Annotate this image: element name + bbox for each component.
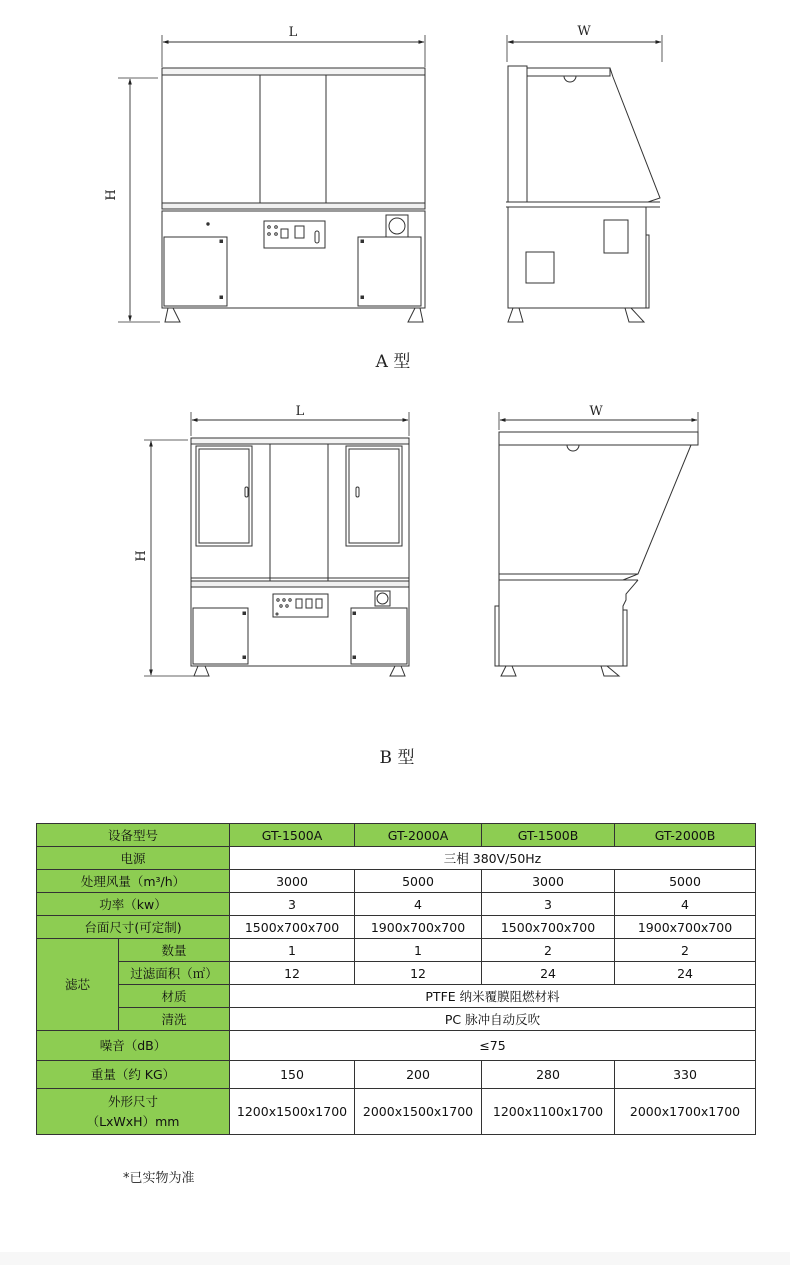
power-value: 三相 380V/50Hz	[230, 847, 756, 870]
model-3: GT-1500B	[482, 824, 615, 847]
wattage-label: 功率（kw）	[37, 893, 230, 916]
table-row-filter-quantity	[37, 939, 756, 962]
weight-value: 280	[482, 1061, 615, 1089]
filter-material-value: PTFE 纳米覆膜阻燃材料	[230, 985, 756, 1008]
filter-area-label: 过滤面积（㎡）	[119, 962, 230, 985]
filter-cleaning-label: 清洗	[119, 1008, 230, 1031]
type-b-caption: B 型	[379, 748, 415, 768]
table-row-noise	[37, 1031, 756, 1061]
table-size-value: 1500x700x700	[230, 916, 355, 939]
filter-cleaning-value: PC 脉冲自动反吹	[230, 1008, 756, 1031]
filter-label: 滤芯	[37, 939, 119, 1031]
dimensions-label	[37, 1089, 230, 1135]
weight-value: 200	[355, 1061, 482, 1089]
wattage-value: 3	[230, 893, 355, 916]
type-b-front-dim-l: L	[295, 404, 305, 419]
type-a-front-dim-l: L	[288, 25, 298, 40]
table-row-filter-cleaning	[37, 1008, 756, 1031]
type-b-front-view	[144, 412, 409, 676]
type-b-side-dim-w: W	[589, 404, 603, 419]
table-row-model	[37, 824, 756, 847]
dimensions-value: 1200x1100x1700	[482, 1089, 615, 1135]
type-a-front-dim-h: H	[104, 189, 119, 201]
filter-quantity-value: 2	[615, 939, 756, 962]
dimensions-label-line2: （LxWxH）mm	[86, 1113, 180, 1129]
weight-value: 150	[230, 1061, 355, 1089]
table-row-weight	[37, 1061, 756, 1089]
dimensions-label-line1: 外形尺寸	[108, 1093, 159, 1109]
filter-quantity-value: 2	[482, 939, 615, 962]
table-size-value: 1500x700x700	[482, 916, 615, 939]
dimensions-value: 2000x1700x1700	[615, 1089, 756, 1135]
weight-label: 重量（约 KG）	[37, 1061, 230, 1089]
model-2: GT-2000A	[355, 824, 482, 847]
dimensions-value: 2000x1500x1700	[355, 1089, 482, 1135]
weight-value: 330	[615, 1061, 756, 1089]
filter-area-value: 24	[482, 962, 615, 985]
table-row-table-size	[37, 916, 756, 939]
footnote: *已实物为准	[123, 1171, 195, 1186]
type-a-side-view	[506, 35, 662, 322]
airflow-label: 处理风量（m³/h）	[37, 870, 230, 893]
airflow-value: 5000	[615, 870, 756, 893]
wattage-value: 4	[615, 893, 756, 916]
model-1: GT-1500A	[230, 824, 355, 847]
filter-quantity-value: 1	[355, 939, 482, 962]
table-row-filter-material	[37, 985, 756, 1008]
table-row-dimensions	[37, 1089, 756, 1135]
table-row-airflow	[37, 870, 756, 893]
type-a-side-dim-w: W	[577, 24, 591, 39]
spec-table	[36, 823, 756, 1135]
table-row-power	[37, 847, 756, 870]
wattage-value: 3	[482, 893, 615, 916]
type-a-front-view	[118, 35, 425, 322]
airflow-value: 5000	[355, 870, 482, 893]
filter-quantity-value: 1	[230, 939, 355, 962]
wattage-value: 4	[355, 893, 482, 916]
filter-material-label: 材质	[119, 985, 230, 1008]
type-a-caption: A 型	[375, 352, 411, 372]
airflow-value: 3000	[230, 870, 355, 893]
power-label: 电源	[37, 847, 230, 870]
table-row-filter-area	[37, 962, 756, 985]
model-label: 设备型号	[37, 824, 230, 847]
type-b-side-view	[495, 412, 698, 676]
table-size-value: 1900x700x700	[615, 916, 756, 939]
filter-area-value: 24	[615, 962, 756, 985]
model-4: GT-2000B	[615, 824, 756, 847]
footer-band	[0, 1252, 790, 1265]
type-b-front-dim-h: H	[134, 550, 149, 562]
table-row-wattage	[37, 893, 756, 916]
dimensions-value: 1200x1500x1700	[230, 1089, 355, 1135]
filter-area-value: 12	[355, 962, 482, 985]
airflow-value: 3000	[482, 870, 615, 893]
noise-value: ≤75	[230, 1031, 756, 1061]
table-size-label: 台面尺寸(可定制)	[37, 916, 230, 939]
filter-quantity-label: 数量	[119, 939, 230, 962]
filter-area-value: 12	[230, 962, 355, 985]
noise-label: 噪音（dB）	[37, 1031, 230, 1061]
table-size-value: 1900x700x700	[355, 916, 482, 939]
